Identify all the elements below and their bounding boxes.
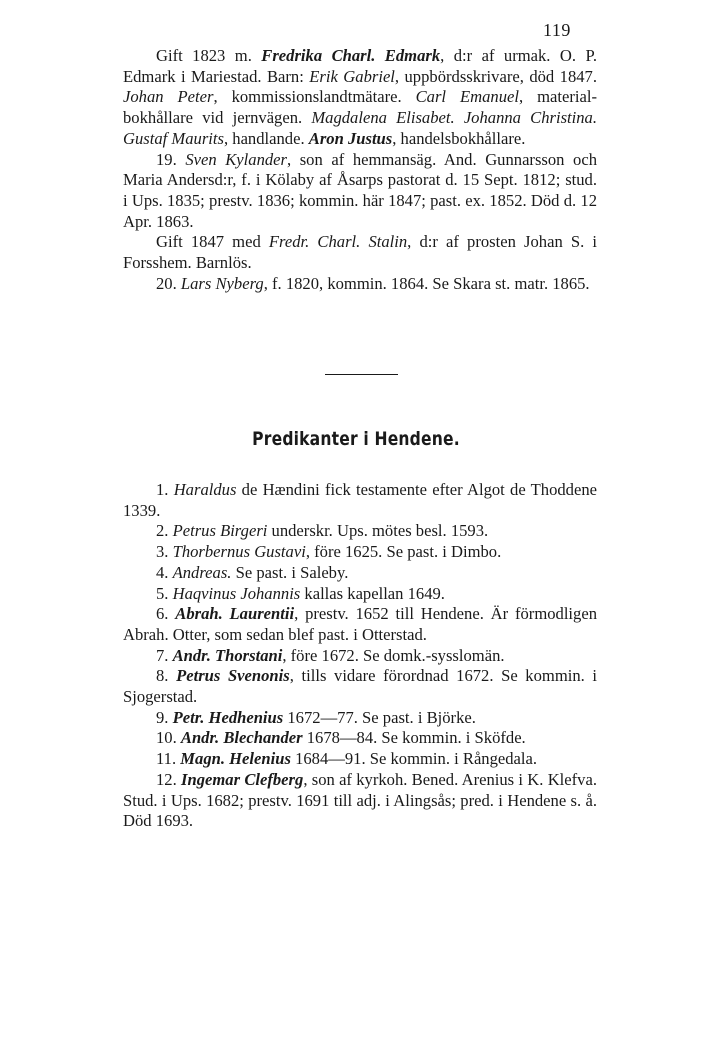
text-run: Se past. i Saleby. — [231, 562, 349, 582]
text-run: underskr. Ups. mötes besl. 1593. — [267, 521, 489, 541]
list-entry — [123, 708, 597, 729]
text-run: 6. — [156, 604, 176, 624]
section-divider — [325, 374, 398, 375]
text-run: , d:r af prosten Johan S. i Forsshem. Barnlös. — [123, 232, 597, 273]
paragraph — [123, 46, 597, 150]
top-text-section — [123, 46, 597, 294]
text-run: , uppbördsskrivare, död 1847. — [394, 66, 597, 86]
text-run: 10. — [156, 728, 181, 748]
text-run: 7. — [156, 645, 173, 665]
text-run: 11. — [156, 749, 181, 769]
list-entry — [123, 563, 597, 584]
text-run: 3. — [156, 542, 173, 562]
text-run: 20. — [156, 273, 181, 293]
page-number: 119 — [543, 20, 571, 40]
name-text: Aron Justus — [308, 128, 393, 148]
text-run: , före 1625. Se past. i Dimbo. — [305, 542, 502, 562]
text-run: Gift 1847 med — [156, 232, 269, 252]
text-run: 1678—84. Se kommin. i Sköfde. — [302, 728, 526, 748]
name-text: Erik Gabriel — [309, 66, 395, 86]
text-run: , tills vidare förordnad 1672. Se kommin. i Sjogerstad. — [123, 666, 598, 707]
text-run: 8. — [156, 666, 177, 686]
list-entry — [123, 521, 597, 542]
name-text: Magn. Helenius — [180, 749, 291, 769]
text-run: de Hændini fick testamente efter Algot de Thoddene 1339. — [123, 480, 598, 520]
text-run: 1684—91. Se kommin. i Rångedala. — [290, 749, 538, 769]
list-entry — [123, 749, 597, 770]
text-run: , son af kyrkoh. Bened. Arenius i K. Klefva. Stud. i Ups. 1682; prestv. 1691 till adj. i Alingsås; pred. i Hendene s. å. Död 1693. — [123, 769, 597, 831]
list-entry — [123, 770, 597, 832]
text-run: 1. — [156, 480, 174, 499]
name-text: Abrah. Laurentii — [175, 604, 295, 624]
text-run: 2. — [156, 521, 173, 541]
text-run: Gift 1823 m. — [156, 46, 262, 65]
name-text: Fredr. Charl. Stalin — [268, 232, 408, 252]
preacher-list — [123, 480, 597, 832]
name-text: Fredrika Charl. Edmark — [261, 46, 441, 65]
name-text: Petrus Birgeri — [172, 521, 268, 541]
text-run: , f. 1820, kommin. 1864. Se Skara st. matr. 1865. — [263, 273, 590, 293]
name-text: Lars Nyberg — [180, 273, 264, 293]
name-text: Johan Peter — [123, 87, 214, 107]
name-text: Andreas. — [172, 562, 232, 582]
name-text: Magdalena Elisabet. Johanna Christina. Gustaf Maurits — [123, 108, 597, 148]
name-text: Sven Kylander — [185, 149, 287, 169]
list-entry — [123, 646, 597, 667]
name-text: Petrus Svenonis — [176, 666, 290, 686]
list-entry — [123, 542, 597, 563]
list-entry — [123, 728, 597, 749]
text-run: 19. — [156, 149, 186, 169]
name-text: Andr. Blechander — [180, 728, 303, 748]
list-entry — [123, 480, 597, 521]
list-entry — [123, 604, 597, 645]
text-run: , handelsbokhållare. — [392, 128, 526, 148]
list-entry — [123, 584, 597, 605]
section-heading: Predikanter i Hendene. — [252, 428, 460, 450]
text-run: , handlande. — [223, 128, 309, 148]
name-text: Haraldus — [173, 480, 237, 499]
text-run: , son af hemmansäg. And. Gunnarsson och Maria Andersd:r, f. i Kölaby af Åsarps pastorat d. 15 Sept. 1812; stud. i Ups. 1835; prestv. 1836; kommin. här 1847; past. ex. 1852. Död d. 12 Apr. 1863. — [123, 149, 598, 231]
text-run: , d:r af urmak. O. P. Edmark i Mariestad. Barn: — [123, 46, 597, 86]
name-text: Andr. Thorstani — [172, 645, 283, 665]
text-run: , före 1672. Se domk.-sysslomän. — [282, 645, 505, 665]
name-text: Carl Emanuel — [415, 87, 519, 107]
list-entry — [123, 666, 597, 707]
text-run: , material-bokhållare vid jernvägen. — [123, 87, 597, 128]
text-run: 1672—77. Se past. i Björke. — [283, 707, 476, 727]
text-run: 12. — [156, 769, 182, 789]
text-run: , kommissionslandtmätare. — [213, 87, 416, 107]
text-run: kallas kapellan 1649. — [300, 583, 445, 603]
paragraph — [123, 150, 597, 233]
text-run: 9. — [156, 707, 173, 727]
paragraph — [123, 232, 597, 273]
name-text: Haqvinus Johannis — [172, 583, 301, 603]
text-run: , prestv. 1652 till Hendene. Är förmodligen Abrah. Otter, som sedan blef past. i Otterstad. — [123, 604, 597, 644]
name-text: Ingemar Clefberg — [181, 769, 304, 789]
text-run: 5. — [156, 583, 173, 603]
text-run: 4. — [156, 562, 173, 582]
paragraph — [123, 274, 597, 295]
name-text: Petr. Hedhenius — [172, 707, 284, 727]
name-text: Thorbernus Gustavi — [172, 542, 306, 562]
